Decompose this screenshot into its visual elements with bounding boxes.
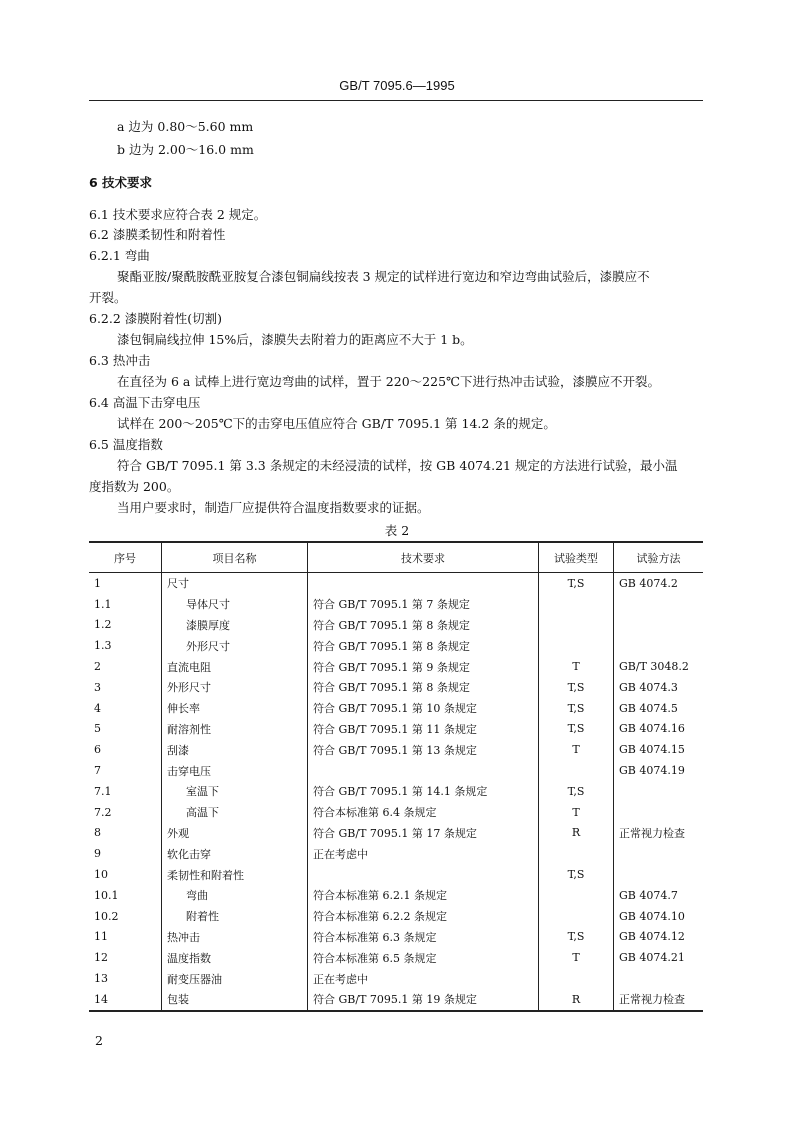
cell-test-type bbox=[539, 594, 614, 615]
cell-requirement bbox=[308, 864, 539, 885]
table-row bbox=[89, 927, 703, 948]
cell-requirement: 符合 GB/T 7095.1 第 17 条规定 bbox=[308, 823, 539, 844]
table-row bbox=[89, 802, 703, 823]
cell-item: 外观 bbox=[162, 823, 308, 844]
table-row bbox=[89, 677, 703, 698]
cell-test-type bbox=[539, 635, 614, 656]
section-6-2-1-heading: 6.2.1 弯曲 bbox=[89, 248, 150, 263]
cell-test-type bbox=[539, 968, 614, 989]
cell-no: 9 bbox=[94, 847, 101, 861]
cell-no: 8 bbox=[94, 826, 101, 840]
cell-item: 弯曲 bbox=[162, 885, 308, 906]
section-6-1: 6.1 技术要求应符合表 2 规定。 bbox=[89, 207, 267, 222]
cell-no: 14 bbox=[89, 989, 162, 1011]
col-header-test-type: 试验类型 bbox=[539, 542, 614, 573]
cell-item: 漆膜厚度 bbox=[162, 615, 308, 636]
requirements-table bbox=[89, 541, 703, 1012]
cell-item: 高温下 bbox=[162, 802, 308, 823]
para-6-5-b: 度指数为 200。 bbox=[89, 479, 180, 494]
cell-item: 导体尺寸 bbox=[162, 594, 308, 615]
cell-no: 12 bbox=[94, 951, 108, 965]
section-6-3-heading: 6.3 热冲击 bbox=[89, 353, 151, 368]
header-rule bbox=[89, 100, 703, 101]
cell-requirement: 符合 GB/T 7095.1 第 13 条规定 bbox=[308, 739, 539, 760]
para-6-5-c: 当用户要求时，制造厂应提供符合温度指数要求的证据。 bbox=[117, 500, 430, 515]
cell-test-type: T bbox=[539, 947, 614, 968]
section-6-4-heading: 6.4 高温下击穿电压 bbox=[89, 395, 201, 410]
cell-test-method: GB/T 3048.2 bbox=[614, 656, 704, 677]
table-row bbox=[89, 906, 703, 927]
cell-test-type: T bbox=[539, 656, 614, 677]
a-dimension: a 边为 0.80～5.60 mm bbox=[117, 119, 254, 134]
cell-test-method bbox=[614, 802, 704, 823]
cell-requirement: 符合 GB/T 7095.1 第 19 条规定 bbox=[308, 989, 539, 1011]
b-dimension: b 边为 2.00～16.0 mm bbox=[117, 142, 254, 157]
cell-test-type: R bbox=[539, 989, 614, 1011]
para-6-5-a: 符合 GB/T 7095.1 第 3.3 条规定的未经浸渍的试样，按 GB 4074.21 规定的方法进行试验，最小温 bbox=[117, 458, 678, 473]
cell-test-type: T,S bbox=[539, 573, 614, 594]
col-header-requirement: 技术要求 bbox=[308, 542, 539, 573]
cell-test-method bbox=[614, 843, 704, 864]
table-row bbox=[89, 656, 703, 677]
table-row bbox=[89, 719, 703, 740]
cell-test-method bbox=[614, 864, 704, 885]
cell-requirement: 符合 GB/T 7095.1 第 10 条规定 bbox=[308, 698, 539, 719]
para-6-4: 试样在 200～205℃下的击穿电压值应符合 GB/T 7095.1 第 14.2 条的规定。 bbox=[117, 416, 556, 431]
table-row bbox=[89, 947, 703, 968]
cell-no: 10 bbox=[94, 868, 108, 882]
cell-item: 温度指数 bbox=[162, 947, 308, 968]
page-number: 2 bbox=[95, 1033, 103, 1048]
cell-test-type: T,S bbox=[539, 781, 614, 802]
cell-requirement: 符合本标准第 6.5 条规定 bbox=[308, 947, 539, 968]
cell-test-method: GB 4074.7 bbox=[614, 885, 704, 906]
section-6-5-heading: 6.5 温度指数 bbox=[89, 437, 163, 452]
cell-test-method bbox=[614, 968, 704, 989]
cell-test-type: R bbox=[539, 823, 614, 844]
cell-requirement: 符合 GB/T 7095.1 第 7 条规定 bbox=[308, 594, 539, 615]
cell-test-type bbox=[539, 615, 614, 636]
cell-test-method bbox=[614, 615, 704, 636]
cell-no: 5 bbox=[94, 722, 101, 736]
cell-item: 热冲击 bbox=[162, 927, 308, 948]
cell-requirement: 正在考虑中 bbox=[308, 843, 539, 864]
cell-test-type: T,S bbox=[539, 698, 614, 719]
page-header: GB/T 7095.6—1995 bbox=[339, 78, 455, 93]
table-row bbox=[89, 885, 703, 906]
cell-test-method bbox=[614, 781, 704, 802]
cell-no: 1.1 bbox=[94, 597, 112, 611]
cell-item: 外形尺寸 bbox=[162, 635, 308, 656]
table-row bbox=[89, 843, 703, 864]
cell-test-type: T bbox=[539, 739, 614, 760]
cell-no: 1.2 bbox=[94, 618, 112, 632]
para-6-2-2: 漆包铜扁线拉伸 15%后，漆膜失去附着力的距离应不大于 1 b。 bbox=[117, 332, 473, 347]
cell-item: 柔韧性和附着性 bbox=[162, 864, 308, 885]
cell-test-method: GB 4074.10 bbox=[614, 906, 704, 927]
cell-no: 13 bbox=[94, 972, 108, 986]
cell-requirement: 正在考虑中 bbox=[308, 968, 539, 989]
cell-item: 外形尺寸 bbox=[162, 677, 308, 698]
cell-no: 11 bbox=[94, 930, 108, 944]
cell-test-method: GB 4074.16 bbox=[614, 719, 704, 740]
section-6-2-heading: 6.2 漆膜柔韧性和附着性 bbox=[89, 227, 226, 242]
table-caption: 表 2 bbox=[384, 523, 410, 538]
cell-item: 耐溶剂性 bbox=[162, 719, 308, 740]
table-row bbox=[89, 698, 703, 719]
para-6-2-1-a: 聚酯亚胺/聚酰胺酰亚胺复合漆包铜扁线按表 3 规定的试样进行宽边和窄边弯曲试验后，漆膜应不 bbox=[117, 269, 650, 284]
table-row bbox=[89, 968, 703, 989]
col-header-no: 序号 bbox=[89, 542, 162, 573]
cell-no: 2 bbox=[94, 660, 101, 674]
cell-no: 1.3 bbox=[94, 639, 112, 653]
cell-item: 附着性 bbox=[162, 906, 308, 927]
cell-test-method: 正常视力检查 bbox=[614, 823, 704, 844]
cell-test-method: GB 4074.5 bbox=[614, 698, 704, 719]
cell-test-type: T,S bbox=[539, 864, 614, 885]
cell-test-type bbox=[539, 843, 614, 864]
cell-item: 刮漆 bbox=[162, 739, 308, 760]
cell-test-method bbox=[614, 594, 704, 615]
cell-test-type bbox=[539, 906, 614, 927]
col-header-item: 项目名称 bbox=[162, 542, 308, 573]
table-row bbox=[89, 739, 703, 760]
cell-requirement: 符合本标准第 6.3 条规定 bbox=[308, 927, 539, 948]
cell-requirement bbox=[308, 573, 539, 594]
cell-item: 尺寸 bbox=[162, 573, 308, 594]
cell-item: 室温下 bbox=[162, 781, 308, 802]
table-row bbox=[89, 760, 703, 781]
cell-test-method: GB 4074.15 bbox=[614, 739, 704, 760]
cell-no: 4 bbox=[94, 701, 101, 715]
cell-requirement: 符合 GB/T 7095.1 第 14.1 条规定 bbox=[308, 781, 539, 802]
cell-test-method: GB 4074.21 bbox=[614, 947, 704, 968]
table-row bbox=[89, 989, 703, 1011]
cell-test-type bbox=[539, 885, 614, 906]
cell-test-method bbox=[614, 635, 704, 656]
cell-no: 6 bbox=[94, 743, 101, 757]
cell-test-type: T,S bbox=[539, 719, 614, 740]
cell-no: 7 bbox=[94, 764, 101, 778]
table-row bbox=[89, 635, 703, 656]
cell-item: 直流电阻 bbox=[162, 656, 308, 677]
cell-item: 耐变压器油 bbox=[162, 968, 308, 989]
cell-test-type: T,S bbox=[539, 927, 614, 948]
cell-requirement: 符合 GB/T 7095.1 第 11 条规定 bbox=[308, 719, 539, 740]
cell-no: 3 bbox=[94, 680, 101, 694]
table-body bbox=[89, 573, 703, 1011]
table-row bbox=[89, 573, 703, 594]
cell-requirement: 符合本标准第 6.2.2 条规定 bbox=[308, 906, 539, 927]
cell-item: 击穿电压 bbox=[162, 760, 308, 781]
cell-test-method: GB 4074.19 bbox=[614, 760, 704, 781]
section-6-2-2-heading: 6.2.2 漆膜附着性(切割) bbox=[89, 311, 223, 326]
table-row bbox=[89, 594, 703, 615]
cell-no: 7.2 bbox=[94, 805, 112, 819]
cell-requirement: 符合本标准第 6.2.1 条规定 bbox=[308, 885, 539, 906]
cell-no: 1 bbox=[94, 576, 101, 590]
col-header-test-method: 试验方法 bbox=[614, 542, 704, 573]
cell-test-method: GB 4074.3 bbox=[614, 677, 704, 698]
para-6-3: 在直径为 6 a 试棒上进行宽边弯曲的试样，置于 220～225℃下进行热冲击试验，漆膜应不开裂。 bbox=[117, 374, 661, 389]
table-row bbox=[89, 823, 703, 844]
cell-requirement: 符合 GB/T 7095.1 第 9 条规定 bbox=[308, 656, 539, 677]
cell-test-type bbox=[539, 760, 614, 781]
cell-item: 包装 bbox=[162, 989, 308, 1011]
cell-test-method: GB 4074.2 bbox=[614, 573, 704, 594]
para-6-2-1-b: 开裂。 bbox=[89, 290, 127, 305]
cell-item: 伸长率 bbox=[162, 698, 308, 719]
cell-test-method: GB 4074.12 bbox=[614, 927, 704, 948]
cell-requirement: 符合本标准第 6.4 条规定 bbox=[308, 802, 539, 823]
cell-test-method: 正常视力检查 bbox=[614, 989, 704, 1011]
cell-item: 软化击穿 bbox=[162, 843, 308, 864]
cell-no: 7.1 bbox=[94, 784, 112, 798]
cell-requirement bbox=[308, 760, 539, 781]
cell-no: 10.1 bbox=[94, 888, 119, 902]
table-row bbox=[89, 781, 703, 802]
cell-requirement: 符合 GB/T 7095.1 第 8 条规定 bbox=[308, 635, 539, 656]
cell-test-type: T bbox=[539, 802, 614, 823]
table-row bbox=[89, 615, 703, 636]
cell-requirement: 符合 GB/T 7095.1 第 8 条规定 bbox=[308, 677, 539, 698]
cell-requirement: 符合 GB/T 7095.1 第 8 条规定 bbox=[308, 615, 539, 636]
section-6-heading: 6 技术要求 bbox=[89, 175, 153, 190]
table-row bbox=[89, 864, 703, 885]
cell-no: 10.2 bbox=[94, 909, 119, 923]
table-header-row bbox=[89, 542, 703, 573]
cell-test-type: T,S bbox=[539, 677, 614, 698]
